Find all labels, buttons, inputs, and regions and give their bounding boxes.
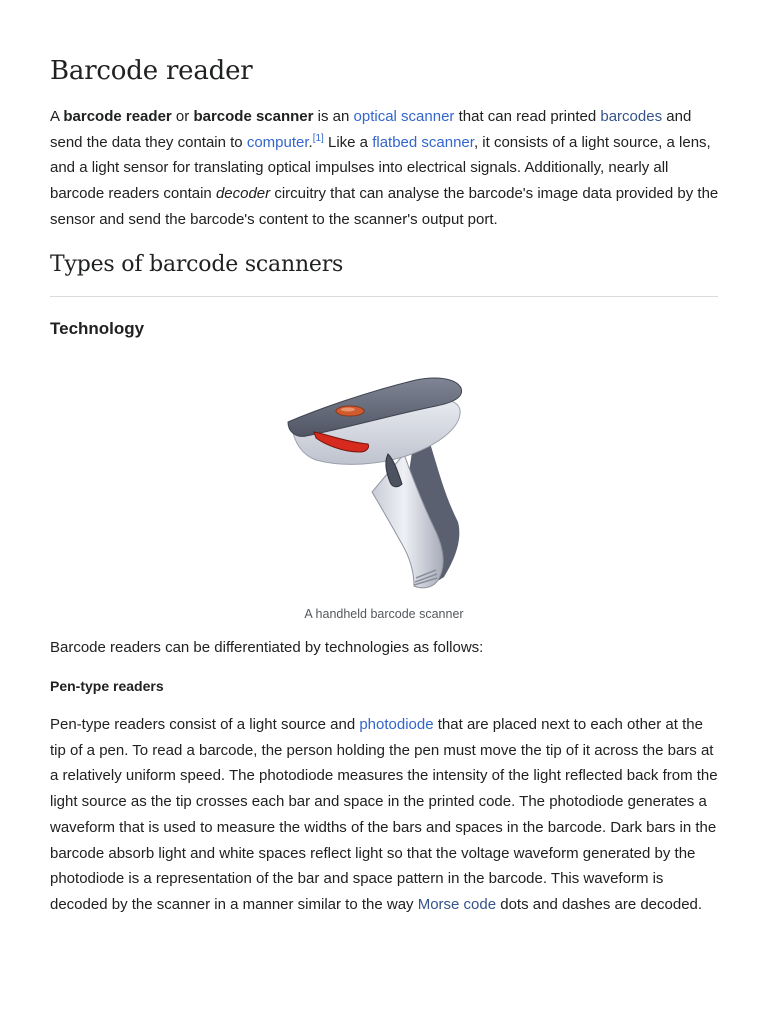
link-photodiode[interactable]: photodiode [359, 716, 434, 733]
pen-type-paragraph [50, 712, 720, 918]
reference-link-1[interactable]: [1] [312, 132, 324, 144]
pen-text: Pen-type readers consist of a light source and [50, 716, 360, 733]
handheld-barcode-scanner-illustration [286, 372, 466, 597]
term-barcode-reader: barcode reader [63, 108, 172, 125]
term-decoder: decoder [215, 185, 271, 203]
link-barcodes[interactable]: barcodes [600, 108, 663, 125]
section-heading-types: Types of barcode scanners [50, 252, 344, 277]
link-computer[interactable]: computer [246, 133, 309, 151]
intro-text: that can read printed [454, 108, 601, 125]
intro-text: circuitry that can analyse the barcode's image data provided by the sensor and send the barcode's content to the scanner's output port. [50, 185, 719, 228]
link-optical-scanner[interactable]: optical scanner [353, 108, 455, 125]
page-title: Barcode reader [50, 56, 253, 86]
intro-text: , it consists of a light source, a lens, and a light sensor for translating optical impulses into electrical signals. Additionally, nearly all barcode readers contain [50, 133, 711, 203]
intro-text: Like a [323, 133, 373, 151]
link-morse-code[interactable]: Morse code [417, 895, 497, 913]
barcode-scanner-image[interactable] [286, 372, 466, 597]
intro-text: or [171, 108, 194, 125]
link-flatbed-scanner[interactable]: flatbed scanner [372, 133, 474, 151]
figure-caption: A handheld barcode scanner [304, 607, 464, 621]
intro-text: is an [313, 108, 354, 125]
section-divider [50, 296, 718, 297]
pen-text: dots and dashes are decoded. [496, 895, 703, 913]
subsection-heading-technology: Technology [50, 319, 145, 338]
intro-paragraph [50, 104, 720, 233]
subheading-pen-type-readers: Pen-type readers [50, 678, 164, 694]
intro-text: and send the data they contain to [50, 108, 692, 151]
technology-intro-paragraph: Barcode readers can be differentiated by technologies as follows: [50, 639, 484, 656]
intro-text: A [50, 108, 64, 125]
pen-text: that are placed next to each other at the tip of a pen. To read a barcode, the person holding the pen must move the tip of it across the bars at a relatively uniform speed. The photodiode measures the intensity of the light reflected back from the light source as the tip crosses each bar and space in the printed code. The photodiode generates a waveform that is used to measure the widths of the bars and spaces in the barcode. Dark bars in the barcode absorb light and white spaces reflect light so that the voltage waveform generated by the photodiode is a representation of the bar and space pattern in the barcode. This waveform is decoded by the scanner in a manner similar to the way [50, 716, 718, 913]
intro-text: . [308, 133, 313, 151]
term-barcode-scanner: barcode scanner [193, 108, 314, 125]
